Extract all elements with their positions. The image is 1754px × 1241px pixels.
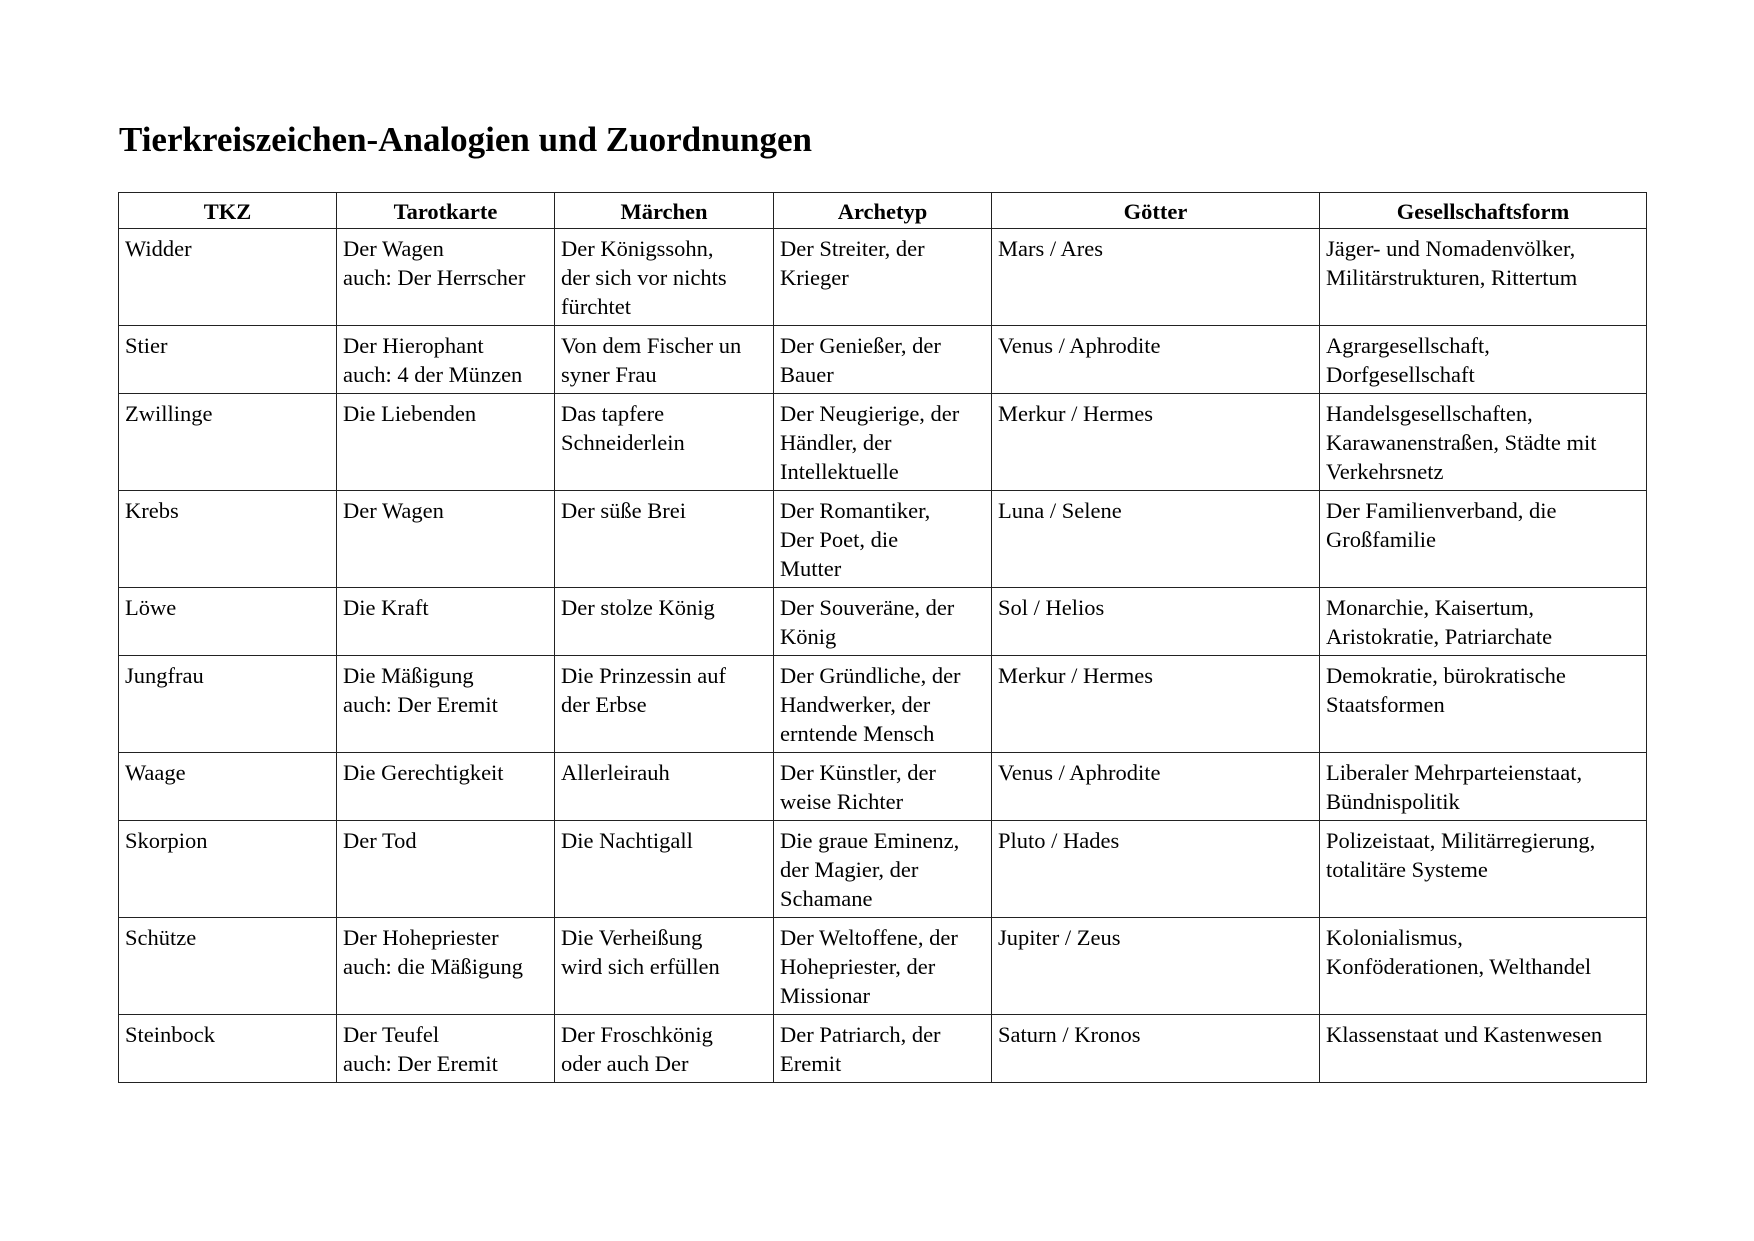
cell-text: Merkur / Hermes (998, 401, 1153, 426)
cell-text: Von dem Fischer un (561, 333, 742, 358)
cell-gesellschaftsform (1320, 918, 1647, 1015)
cell-archetyp (774, 491, 992, 588)
cell-text: Konföderationen, Welthandel (1326, 954, 1592, 979)
cell-tarotkarte (337, 394, 555, 491)
cell-archetyp (774, 229, 992, 326)
cell-text: Die Nachtigall (561, 828, 693, 853)
cell-text: Der Künstler, der (780, 760, 936, 785)
cell-text: syner Frau (561, 362, 657, 387)
cell-text: Polizeistaat, Militärregierung, (1326, 828, 1596, 853)
cell-text: Die Verheißung (561, 925, 703, 950)
header-gesellschaftsform: Gesellschaftsform (1320, 193, 1647, 229)
cell-goetter (992, 821, 1320, 918)
cell-archetyp (774, 326, 992, 394)
cell-tkz (119, 588, 337, 656)
cell-gesellschaftsform (1320, 588, 1647, 656)
header-maerchen: Märchen (555, 193, 774, 229)
cell-maerchen (555, 326, 774, 394)
cell-gesellschaftsform (1320, 1015, 1647, 1083)
cell-tkz (119, 656, 337, 753)
cell-text: Der Gründliche, der (780, 663, 961, 688)
cell-tkz (119, 753, 337, 821)
cell-maerchen (555, 918, 774, 1015)
table-row (119, 229, 1647, 326)
cell-tkz (119, 821, 337, 918)
cell-text: Die Liebenden (343, 401, 477, 426)
cell-text: auch: die Mäßigung (343, 954, 523, 979)
cell-text: Der Königssohn, (561, 236, 714, 261)
cell-tkz (119, 326, 337, 394)
cell-goetter (992, 656, 1320, 753)
cell-text: Der Hohepriester (343, 925, 499, 950)
cell-gesellschaftsform (1320, 491, 1647, 588)
cell-text: Der Souveräne, der (780, 595, 955, 620)
cell-gesellschaftsform (1320, 821, 1647, 918)
cell-text: Aristokratie, Patriarchate (1326, 624, 1553, 649)
cell-text: Merkur / Hermes (998, 663, 1153, 688)
cell-tarotkarte (337, 1015, 555, 1083)
cell-text: Staatsformen (1326, 692, 1445, 717)
cell-text: Der Streiter, der (780, 236, 925, 261)
cell-tarotkarte (337, 588, 555, 656)
header-tkz: TKZ (119, 193, 337, 229)
zodiac-analogies-table (118, 192, 1647, 1083)
cell-gesellschaftsform (1320, 753, 1647, 821)
table-row (119, 918, 1647, 1015)
cell-text: Stier (125, 333, 168, 358)
cell-text: auch: Der Herrscher (343, 265, 526, 290)
cell-text: Krebs (125, 498, 179, 523)
table-row (119, 1015, 1647, 1083)
cell-text: Schamane (780, 886, 873, 911)
cell-tarotkarte (337, 491, 555, 588)
cell-tarotkarte (337, 326, 555, 394)
cell-text: Der Hierophant (343, 333, 484, 358)
cell-text: Karawanenstraßen, Städte mit (1326, 430, 1597, 455)
cell-tkz (119, 491, 337, 588)
cell-text: Schütze (125, 925, 197, 950)
cell-text: Skorpion (125, 828, 208, 853)
cell-text: Liberaler Mehrparteienstaat, (1326, 760, 1583, 785)
cell-maerchen (555, 491, 774, 588)
cell-archetyp (774, 394, 992, 491)
cell-text: Pluto / Hades (998, 828, 1120, 853)
cell-text: Eremit (780, 1051, 842, 1076)
cell-text: Venus / Aphrodite (998, 333, 1161, 358)
cell-text: totalitäre Systeme (1326, 857, 1488, 882)
cell-gesellschaftsform (1320, 656, 1647, 753)
cell-maerchen (555, 821, 774, 918)
cell-text: Großfamilie (1326, 527, 1436, 552)
cell-text: der sich vor nichts (561, 265, 727, 290)
cell-text: Sol / Helios (998, 595, 1105, 620)
cell-tkz (119, 229, 337, 326)
table-row (119, 394, 1647, 491)
cell-text: Bauer (780, 362, 834, 387)
cell-text: Der Neugierige, der (780, 401, 960, 426)
cell-text: Der Patriarch, der (780, 1022, 941, 1047)
cell-text: Venus / Aphrodite (998, 760, 1161, 785)
cell-text: erntende Mensch (780, 721, 935, 746)
cell-tkz (119, 918, 337, 1015)
cell-text: auch: Der Eremit (343, 692, 498, 717)
cell-text: König (780, 624, 837, 649)
table-row (119, 588, 1647, 656)
cell-text: weise Richter (780, 789, 904, 814)
cell-text: Die Prinzessin auf (561, 663, 726, 688)
cell-text: fürchtet (561, 294, 631, 319)
cell-maerchen (555, 1015, 774, 1083)
cell-text: Der Genießer, der (780, 333, 941, 358)
cell-text: Luna / Selene (998, 498, 1122, 523)
cell-text: Die Kraft (343, 595, 429, 620)
cell-text: Monarchie, Kaisertum, (1326, 595, 1535, 620)
cell-text: Missionar (780, 983, 870, 1008)
cell-tarotkarte (337, 753, 555, 821)
cell-goetter (992, 753, 1320, 821)
cell-text: Händler, der (780, 430, 892, 455)
table-row (119, 821, 1647, 918)
cell-text: Jupiter / Zeus (998, 925, 1121, 950)
cell-text: Jungfrau (125, 663, 204, 688)
cell-tarotkarte (337, 656, 555, 753)
cell-tarotkarte (337, 821, 555, 918)
cell-maerchen (555, 588, 774, 656)
cell-text: Mars / Ares (998, 236, 1103, 261)
table-row (119, 753, 1647, 821)
cell-text: auch: Der Eremit (343, 1051, 498, 1076)
cell-goetter (992, 394, 1320, 491)
cell-text: Zwillinge (125, 401, 213, 426)
cell-text: der Magier, der (780, 857, 919, 882)
cell-goetter (992, 1015, 1320, 1083)
cell-text: Handelsgesellschaften, (1326, 401, 1533, 426)
page-title: Tierkreiszeichen-Analogien und Zuordnungen (119, 120, 812, 159)
table-row (119, 656, 1647, 753)
cell-text: Jäger- und Nomadenvölker, (1326, 236, 1576, 261)
cell-text: Schneiderlein (561, 430, 685, 455)
cell-archetyp (774, 753, 992, 821)
cell-gesellschaftsform (1320, 326, 1647, 394)
cell-text: Widder (125, 236, 192, 261)
cell-text: Hohepriester, der (780, 954, 936, 979)
table-row (119, 326, 1647, 394)
cell-tarotkarte (337, 918, 555, 1015)
cell-text: Bündnispolitik (1326, 789, 1460, 814)
cell-text: Agrargesellschaft, (1326, 333, 1490, 358)
cell-archetyp (774, 821, 992, 918)
cell-goetter (992, 918, 1320, 1015)
cell-text: Der Romantiker, (780, 498, 931, 523)
cell-text: Militärstrukturen, Rittertum (1326, 265, 1578, 290)
cell-archetyp (774, 918, 992, 1015)
table-row (119, 491, 1647, 588)
cell-text: der Erbse (561, 692, 647, 717)
cell-maerchen (555, 656, 774, 753)
cell-text: Der Teufel (343, 1022, 440, 1047)
cell-text: Der Froschkönig (561, 1022, 713, 1047)
cell-gesellschaftsform (1320, 229, 1647, 326)
cell-text: Der Familienverband, die (1326, 498, 1557, 523)
cell-text: wird sich erfüllen (561, 954, 720, 979)
cell-text: Allerleirauh (561, 760, 670, 785)
cell-goetter (992, 491, 1320, 588)
table-header-row (119, 193, 1647, 229)
cell-text: Mutter (780, 556, 842, 581)
cell-goetter (992, 229, 1320, 326)
cell-text: auch: 4 der Münzen (343, 362, 523, 387)
cell-text: Krieger (780, 265, 849, 290)
cell-text: Der Weltoffene, der (780, 925, 958, 950)
cell-text: Handwerker, der (780, 692, 931, 717)
cell-text: Verkehrsnetz (1326, 459, 1444, 484)
cell-text: Löwe (125, 595, 177, 620)
cell-text: Der Poet, die (780, 527, 899, 552)
cell-text: Demokratie, bürokratische (1326, 663, 1566, 688)
header-tarotkarte: Tarotkarte (337, 193, 555, 229)
cell-archetyp (774, 656, 992, 753)
cell-text: Saturn / Kronos (998, 1022, 1141, 1047)
cell-text: oder auch Der (561, 1051, 689, 1076)
cell-maerchen (555, 753, 774, 821)
cell-goetter (992, 326, 1320, 394)
cell-archetyp (774, 1015, 992, 1083)
header-goetter: Götter (992, 193, 1320, 229)
cell-text: Der süße Brei (561, 498, 686, 523)
cell-text: Die Gerechtigkeit (343, 760, 504, 785)
cell-text: Der Wagen (343, 498, 444, 523)
cell-text: Dorfgesellschaft (1326, 362, 1475, 387)
cell-text: Steinbock (125, 1022, 215, 1047)
cell-text: Der Wagen (343, 236, 444, 261)
cell-maerchen (555, 229, 774, 326)
cell-text: Waage (125, 760, 186, 785)
cell-text: Klassenstaat und Kastenwesen (1326, 1022, 1603, 1047)
cell-text: Die graue Eminenz, (780, 828, 960, 853)
cell-text: Der Tod (343, 828, 417, 853)
table-body (119, 229, 1647, 1083)
cell-text: Das tapfere (561, 401, 665, 426)
cell-tarotkarte (337, 229, 555, 326)
header-archetyp: Archetyp (774, 193, 992, 229)
cell-text: Intellektuelle (780, 459, 899, 484)
cell-tkz (119, 1015, 337, 1083)
cell-archetyp (774, 588, 992, 656)
cell-text: Kolonialismus, (1326, 925, 1463, 950)
cell-tkz (119, 394, 337, 491)
cell-text: Der stolze König (561, 595, 715, 620)
cell-text: Die Mäßigung (343, 663, 474, 688)
cell-goetter (992, 588, 1320, 656)
cell-maerchen (555, 394, 774, 491)
cell-gesellschaftsform (1320, 394, 1647, 491)
